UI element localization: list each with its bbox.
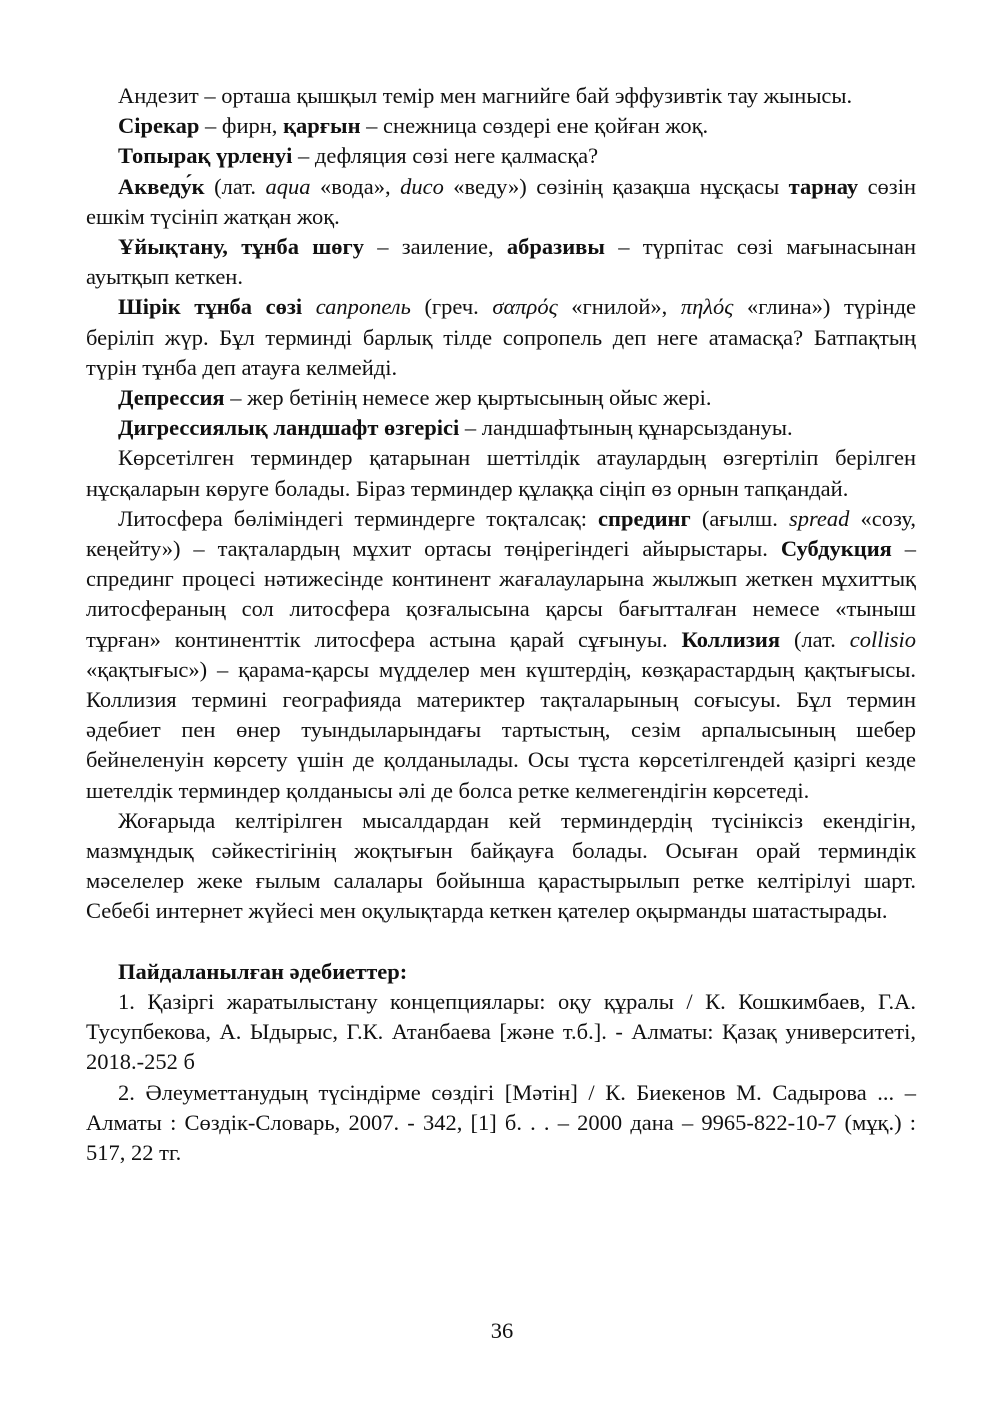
- text-run: Жоғарыда келтірілген мысалдардан кей терминдердің түсініксіз екендігін, мазмұндық сәйкестігінің жоқтығын байқауға болады. Осыған орай терминдік мәселелер жеке ғылым салалары бойынша қарастырылып ретке келтірілуі шарт. Себебі интернет жүйесі мен оқулықтарда кеткен қателер оқырманды шатастырады.: [86, 807, 916, 924]
- italic-term: σαπρός: [492, 294, 558, 320]
- text-run: – дефляция сөзі неге қалмасқа?: [292, 143, 599, 169]
- text-run: Андезит – орташа қышқыл темір мен магнийге бай эффузивтік тау жынысы.: [118, 83, 853, 108]
- paragraph-sirekar: [86, 111, 916, 141]
- text-run: (ағылш.: [690, 505, 789, 531]
- text-run: (греч.: [410, 294, 493, 320]
- bold-term: Депрессия: [118, 385, 225, 411]
- text-run: – заиление,: [363, 234, 507, 260]
- text-run: (лат.: [204, 173, 266, 199]
- paragraph-ref-1: [86, 987, 916, 1078]
- text-run: – фирн,: [199, 113, 284, 139]
- bold-term: Пайдаланылған әдебиеттер:: [118, 958, 408, 984]
- bold-term: тарнау: [788, 173, 859, 199]
- paragraph-depressiya: [86, 383, 916, 413]
- paragraph-litosfera: [86, 504, 916, 806]
- document-body: [86, 81, 916, 1168]
- text-run: – түрпітас сөзі мағынасынан ауытқып кеткен.: [86, 234, 917, 290]
- text-run: [302, 294, 316, 319]
- paragraph-korsetilgen: [86, 443, 916, 503]
- paragraph-andesite: [86, 81, 916, 111]
- text-run: 1. Қазіргі жаратылыстану концепциялары: оқу құралы / К. Кошкимбаев, Г.А. Тусупбекова, А. Ыдырыс, Г.К. Атанбаева [және т.б.]. - Алматы: Қазақ университеті, 2018.-252 б: [86, 988, 916, 1075]
- paragraph-ref-2: [86, 1078, 916, 1169]
- bold-term: абразивы: [506, 234, 605, 260]
- text-run: «веду») сөзінің қазақша нұсқасы: [443, 173, 789, 199]
- text-run: «вода»,: [310, 173, 401, 199]
- bold-term: Шірік тұнба сөзі: [118, 294, 303, 320]
- italic-term: duco: [400, 173, 444, 199]
- paragraph-sirik: [86, 292, 916, 383]
- bold-term: Акведу́к: [118, 173, 205, 199]
- text-run: «глина») түрінде беріліп жүр. Бұл терминді барлық тілде сопропель деп неге атамасқа? Батпақтың түрін тұнба деп атауға келмейді.: [86, 294, 916, 380]
- paragraph-zhogaryda: [86, 806, 916, 927]
- paragraph-references-heading: [86, 957, 916, 987]
- text-run: – ландшафтының құнарсыздануы.: [459, 415, 793, 441]
- bold-term: Субдукция: [780, 536, 892, 562]
- italic-term: spread: [788, 505, 850, 531]
- text-run: – жер бетінің немесе жер қыртысының ойыс жері.: [224, 385, 712, 411]
- text-run: – снежница сөздері ене қойған жоқ.: [360, 113, 709, 139]
- paragraph-topyrak: [86, 141, 916, 171]
- text-run: 2. Әлеуметтанудың түсіндірме сөздігі [Мәтін] / К. Биекенов М. Садырова ... – Алматы : Сөздік-Словарь, 2007. - 342, [1] б. . . – 2000 дана – 9965-822-10-7 (мұқ.) : 517, 22 тг.: [86, 1079, 916, 1165]
- text-run: Көрсетілген терминдер қатарынан шеттілдік атаулардың өзгертіліп берілген нұсқаларын көруге болады. Біраз терминдер құлаққа сіңіп өз орнын тапқандай.: [86, 445, 916, 501]
- paragraph-uyyktanu: [86, 232, 916, 292]
- bold-term: спрединг: [598, 505, 691, 531]
- italic-term: сапропель: [315, 294, 411, 320]
- italic-term: aqua: [265, 173, 311, 199]
- text-run: Литосфера бөліміндегі терминдерге тоқталсақ:: [118, 505, 599, 531]
- italic-term: πηλός: [680, 294, 734, 320]
- italic-term: collisio: [849, 626, 916, 652]
- bold-term: Топырақ үрленуі: [118, 143, 293, 169]
- paragraph-aqueduct: [86, 172, 916, 232]
- page-number: 36: [490, 1318, 514, 1343]
- text-run: «созу, кеңейту») – тақталардың мұхит ортасы төңірегіндегі айырыстары.: [86, 505, 916, 562]
- bold-term: қарғын: [283, 113, 361, 139]
- text-run: (лат.: [780, 626, 850, 652]
- bold-term: Ұйықтану, тұнба шөгу: [118, 234, 364, 260]
- text-run: сөзін ешкім түсініп жатқан жоқ.: [86, 173, 916, 229]
- bold-term: Коллизия: [681, 626, 781, 652]
- bold-term: Сірекар: [118, 113, 200, 139]
- bold-term: Дигрессиялық ландшафт өзгерісі: [118, 415, 460, 441]
- text-run: «қақтығыс») – қарама-қарсы мүдделер мен күштердің, көзқарастардың қақтығысы. Коллизия термині географияда материктер тақталарының соғысуы. Бұл термин әдебиет пен өнер туындыларындағы тартыстың, сезім арпалысының шебер бейнеленуін көрсету үшін де қолданылады. Осы тұста көрсетілгендей қазіргі кезде шетелдік терминдер қолданысы әлі де болса ретке келмегендігін көрсетеді.: [86, 656, 916, 803]
- paragraph-digressiya: [86, 413, 916, 443]
- text-run: «гнилой»,: [557, 294, 681, 320]
- text-run: – спрединг процесі нәтижесінде континент жағалауларына жылжып жеткен мұхиттық литосфераның сол литосфера қозғалысына қарсы бағытталған немесе «тыныш тұрған» континенттік литосфера астына қарай сұғынуы.: [86, 536, 916, 652]
